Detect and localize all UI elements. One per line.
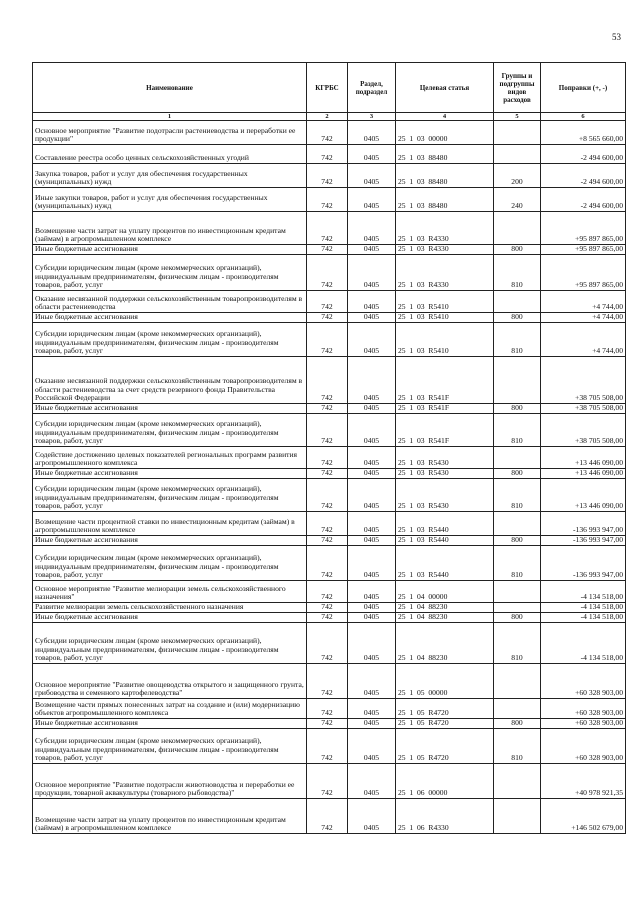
- row-expense-type: 810: [494, 729, 541, 764]
- row-name: Возмещение части затрат на уплату процентов по инвестиционным кредитам (займам) в агропромышленном комплексе: [33, 212, 307, 245]
- row-target-article: 25 1 03 R541F: [396, 414, 494, 447]
- row-razdel: 0405: [348, 212, 396, 245]
- row-target-article: 25 1 03 R4330: [396, 255, 494, 291]
- row-amendment-sum: +38 705 508,00: [541, 414, 626, 447]
- row-amendment-sum: -4 134 518,00: [541, 581, 626, 603]
- row-expense-type: [494, 145, 541, 164]
- row-kgrbs: 742: [307, 613, 348, 623]
- row-amendment-sum: +8 565 660,00: [541, 121, 626, 145]
- row-name: Оказание несвязанной поддержки сельскохозяйственным товаропроизводителям в области растениеводства: [33, 291, 307, 313]
- row-target-article: 25 1 06 00000: [396, 764, 494, 799]
- row-razdel: 0405: [348, 799, 396, 834]
- row-expense-type: 800: [494, 719, 541, 729]
- table-row: [33, 699, 626, 719]
- header-name: Наименование: [33, 63, 307, 113]
- row-name: Субсидии юридическим лицам (кроме некоммерческих организаций), индивидуальным предпринимателям, физическим лицам - производителям товаров, работ, услуг: [33, 729, 307, 764]
- row-target-article: 25 1 03 R5430: [396, 469, 494, 479]
- row-razdel: 0405: [348, 699, 396, 719]
- row-target-article: 25 1 05 00000: [396, 664, 494, 699]
- row-expense-type: 810: [494, 623, 541, 664]
- row-expense-type: 810: [494, 479, 541, 512]
- table-header: [33, 63, 626, 121]
- row-kgrbs: 742: [307, 145, 348, 164]
- row-amendment-sum: -4 134 518,00: [541, 603, 626, 613]
- row-amendment-sum: -2 494 600,00: [541, 145, 626, 164]
- row-kgrbs: 742: [307, 512, 348, 536]
- row-kgrbs: 742: [307, 357, 348, 404]
- row-razdel: 0405: [348, 357, 396, 404]
- table-row: [33, 613, 626, 623]
- row-razdel: 0405: [348, 188, 396, 212]
- row-target-article: 25 1 04 00000: [396, 581, 494, 603]
- row-razdel: 0405: [348, 613, 396, 623]
- row-amendment-sum: -136 993 947,00: [541, 546, 626, 581]
- col-number: 1: [33, 113, 307, 121]
- table-row: [33, 469, 626, 479]
- row-kgrbs: 742: [307, 699, 348, 719]
- row-amendment-sum: +60 328 903,00: [541, 664, 626, 699]
- row-amendment-sum: -136 993 947,00: [541, 536, 626, 546]
- row-amendment-sum: +95 897 865,00: [541, 255, 626, 291]
- row-expense-type: 810: [494, 255, 541, 291]
- row-kgrbs: 742: [307, 546, 348, 581]
- row-expense-type: [494, 447, 541, 469]
- table-row: [33, 764, 626, 799]
- row-amendment-sum: -2 494 600,00: [541, 188, 626, 212]
- row-razdel: 0405: [348, 313, 396, 323]
- row-razdel: 0405: [348, 603, 396, 613]
- row-razdel: 0405: [348, 291, 396, 313]
- row-name: Развитие мелиорации земель сельскохозяйственного назначения: [33, 603, 307, 613]
- row-name: Основное мероприятие "Развитие подотрасли животноводства и переработки ее продукции, товарной аквакультуры (товарного рыбоводства)": [33, 764, 307, 799]
- row-amendment-sum: -136 993 947,00: [541, 512, 626, 536]
- col-number: 4: [396, 113, 494, 121]
- row-razdel: 0405: [348, 469, 396, 479]
- row-expense-type: 800: [494, 404, 541, 414]
- row-name: Иные бюджетные ассигнования: [33, 719, 307, 729]
- row-razdel: 0405: [348, 546, 396, 581]
- col-number: 2: [307, 113, 348, 121]
- row-amendment-sum: +4 744,00: [541, 313, 626, 323]
- row-expense-type: 800: [494, 313, 541, 323]
- row-name: Возмещение части прямых понесенных затрат на создание и (или) модернизацию объектов агропромышленного комплекса: [33, 699, 307, 719]
- row-target-article: 25 1 04 88230: [396, 613, 494, 623]
- row-razdel: 0405: [348, 664, 396, 699]
- row-expense-type: [494, 212, 541, 245]
- row-name: Субсидии юридическим лицам (кроме некоммерческих организаций), индивидуальным предпринимателям, физическим лицам - производителям товаров, работ, услуг: [33, 479, 307, 512]
- row-name: Иные бюджетные ассигнования: [33, 469, 307, 479]
- row-target-article: 25 1 03 R5440: [396, 536, 494, 546]
- row-target-article: 25 1 03 R541F: [396, 357, 494, 404]
- row-expense-type: [494, 799, 541, 834]
- row-razdel: 0405: [348, 145, 396, 164]
- table-row: [33, 623, 626, 664]
- row-name: Субсидии юридическим лицам (кроме некоммерческих организаций), индивидуальным предпринимателям, физическим лицам - производителям товаров, работ, услуг: [33, 546, 307, 581]
- row-amendment-sum: +146 502 679,00: [541, 799, 626, 834]
- row-razdel: 0405: [348, 719, 396, 729]
- row-razdel: 0405: [348, 245, 396, 255]
- row-amendment-sum: +38 705 508,00: [541, 357, 626, 404]
- row-kgrbs: 742: [307, 188, 348, 212]
- row-kgrbs: 742: [307, 799, 348, 834]
- header-target: Целевая статья: [396, 63, 494, 113]
- row-expense-type: [494, 512, 541, 536]
- table-row: [33, 255, 626, 291]
- row-kgrbs: 742: [307, 729, 348, 764]
- table-row: [33, 313, 626, 323]
- row-razdel: 0405: [348, 323, 396, 357]
- row-expense-type: 800: [494, 613, 541, 623]
- row-amendment-sum: +95 897 865,00: [541, 212, 626, 245]
- row-kgrbs: 742: [307, 469, 348, 479]
- col-number: 6: [541, 113, 626, 121]
- row-kgrbs: 742: [307, 313, 348, 323]
- row-amendment-sum: -4 134 518,00: [541, 623, 626, 664]
- col-number: 5: [494, 113, 541, 121]
- header-razdel: Раздел, подраздел: [348, 63, 396, 113]
- table-row: [33, 164, 626, 188]
- row-target-article: 25 1 03 R5430: [396, 479, 494, 512]
- row-expense-type: [494, 603, 541, 613]
- row-name: Субсидии юридическим лицам (кроме некоммерческих организаций), индивидуальным предпринимателям, физическим лицам - производителям товаров, работ, услуг: [33, 414, 307, 447]
- col-number: 3: [348, 113, 396, 121]
- row-name: Иные бюджетные ассигнования: [33, 313, 307, 323]
- table-row: [33, 404, 626, 414]
- table-row: [33, 323, 626, 357]
- table-row: [33, 719, 626, 729]
- row-razdel: 0405: [348, 479, 396, 512]
- table-row: [33, 581, 626, 603]
- row-kgrbs: 742: [307, 664, 348, 699]
- table-row: [33, 188, 626, 212]
- row-expense-type: 800: [494, 245, 541, 255]
- budget-amendments-table: [32, 62, 626, 834]
- row-expense-type: [494, 699, 541, 719]
- header-kgrbs: КГРБС: [307, 63, 348, 113]
- row-target-article: 25 1 03 88480: [396, 145, 494, 164]
- table-row: [33, 536, 626, 546]
- row-target-article: 25 1 03 88480: [396, 188, 494, 212]
- table-row: [33, 447, 626, 469]
- row-target-article: 25 1 03 00000: [396, 121, 494, 145]
- row-kgrbs: 742: [307, 164, 348, 188]
- row-expense-type: [494, 291, 541, 313]
- row-expense-type: [494, 664, 541, 699]
- row-kgrbs: 742: [307, 414, 348, 447]
- row-amendment-sum: +60 328 903,00: [541, 719, 626, 729]
- row-kgrbs: 742: [307, 479, 348, 512]
- row-razdel: 0405: [348, 164, 396, 188]
- table-row: [33, 799, 626, 834]
- row-kgrbs: 742: [307, 764, 348, 799]
- row-expense-type: [494, 357, 541, 404]
- row-razdel: 0405: [348, 764, 396, 799]
- row-name: Иные бюджетные ассигнования: [33, 245, 307, 255]
- column-numbers-row: [33, 113, 626, 121]
- row-kgrbs: 742: [307, 245, 348, 255]
- row-target-article: 25 1 03 R5410: [396, 323, 494, 357]
- row-kgrbs: 742: [307, 212, 348, 245]
- table-row: [33, 357, 626, 404]
- row-name: Содействие достижению целевых показателей региональных программ развития агропромышленного комплекса: [33, 447, 307, 469]
- row-target-article: 25 1 03 R5430: [396, 447, 494, 469]
- row-amendment-sum: +60 328 903,00: [541, 699, 626, 719]
- row-kgrbs: 742: [307, 623, 348, 664]
- header-groups: Группы и подгруппы видов расходов: [494, 63, 541, 113]
- row-target-article: 25 1 03 R541F: [396, 404, 494, 414]
- row-amendment-sum: -2 494 600,00: [541, 164, 626, 188]
- header-amendments: Поправки (+, -): [541, 63, 626, 113]
- row-kgrbs: 742: [307, 719, 348, 729]
- table-row: [33, 603, 626, 613]
- row-name: Основное мероприятие "Развитие подотрасли растениеводства и переработки ее продукции": [33, 121, 307, 145]
- row-target-article: 25 1 03 R5410: [396, 291, 494, 313]
- row-kgrbs: 742: [307, 581, 348, 603]
- table-row: [33, 546, 626, 581]
- row-razdel: 0405: [348, 255, 396, 291]
- row-amendment-sum: +60 328 903,00: [541, 729, 626, 764]
- row-target-article: 25 1 03 88480: [396, 164, 494, 188]
- row-target-article: 25 1 05 R4720: [396, 729, 494, 764]
- row-kgrbs: 742: [307, 291, 348, 313]
- row-expense-type: 810: [494, 323, 541, 357]
- row-name: Субсидии юридическим лицам (кроме некоммерческих организаций), индивидуальным предпринимателям, физическим лицам - производителям товаров, работ, услуг: [33, 323, 307, 357]
- table-row: [33, 121, 626, 145]
- row-target-article: 25 1 04 88230: [396, 603, 494, 613]
- row-razdel: 0405: [348, 581, 396, 603]
- row-amendment-sum: +13 446 090,00: [541, 479, 626, 512]
- row-name: Возмещение части затрат на уплату процентов по инвестиционным кредитам (займам) в агропромышленном комплексе: [33, 799, 307, 834]
- row-name: Возмещение части процентной ставки по инвестиционным кредитам (займам) в агропромышленном комплексе: [33, 512, 307, 536]
- row-razdel: 0405: [348, 414, 396, 447]
- row-kgrbs: 742: [307, 255, 348, 291]
- row-razdel: 0405: [348, 121, 396, 145]
- row-razdel: 0405: [348, 447, 396, 469]
- row-razdel: 0405: [348, 729, 396, 764]
- row-name: Составление реестра особо ценных сельскохозяйственных угодий: [33, 145, 307, 164]
- row-expense-type: 800: [494, 469, 541, 479]
- row-amendment-sum: +13 446 090,00: [541, 469, 626, 479]
- row-name: Закупка товаров, работ и услуг для обеспечения государственных (муниципальных) нужд: [33, 164, 307, 188]
- row-target-article: 25 1 03 R5440: [396, 512, 494, 536]
- table-row: [33, 512, 626, 536]
- row-amendment-sum: +4 744,00: [541, 291, 626, 313]
- row-name: Иные бюджетные ассигнования: [33, 536, 307, 546]
- page-number: 53: [612, 32, 621, 42]
- row-kgrbs: 742: [307, 121, 348, 145]
- row-amendment-sum: -4 134 518,00: [541, 613, 626, 623]
- table-row: [33, 479, 626, 512]
- row-expense-type: 800: [494, 536, 541, 546]
- row-amendment-sum: +4 744,00: [541, 323, 626, 357]
- table-row: [33, 145, 626, 164]
- row-name: Оказание несвязанной поддержки сельскохозяйственным товаропроизводителям в области растениеводства за счет средств резервного фонда Правительства Российской Федерации: [33, 357, 307, 404]
- row-kgrbs: 742: [307, 404, 348, 414]
- table-row: [33, 729, 626, 764]
- row-razdel: 0405: [348, 536, 396, 546]
- row-name: Иные бюджетные ассигнования: [33, 613, 307, 623]
- row-target-article: 25 1 03 R4330: [396, 245, 494, 255]
- row-expense-type: 200: [494, 164, 541, 188]
- table-row: [33, 664, 626, 699]
- row-kgrbs: 742: [307, 536, 348, 546]
- row-razdel: 0405: [348, 512, 396, 536]
- row-kgrbs: 742: [307, 447, 348, 469]
- row-razdel: 0405: [348, 623, 396, 664]
- row-name: Иные закупки товаров, работ и услуг для обеспечения государственных (муниципальных) нужд: [33, 188, 307, 212]
- row-expense-type: 810: [494, 546, 541, 581]
- row-name: Основное мероприятие "Развитие овощеводства открытого и защищенного грунта, грибоводства и семенного картофелеводства": [33, 664, 307, 699]
- row-target-article: 25 1 06 R4330: [396, 799, 494, 834]
- table-row: [33, 414, 626, 447]
- row-expense-type: [494, 581, 541, 603]
- row-kgrbs: 742: [307, 323, 348, 357]
- row-expense-type: [494, 764, 541, 799]
- row-amendment-sum: +38 705 508,00: [541, 404, 626, 414]
- row-amendment-sum: +13 446 090,00: [541, 447, 626, 469]
- row-target-article: 25 1 03 R4330: [396, 212, 494, 245]
- row-expense-type: 240: [494, 188, 541, 212]
- row-expense-type: 810: [494, 414, 541, 447]
- row-target-article: 25 1 05 R4720: [396, 719, 494, 729]
- row-kgrbs: 742: [307, 603, 348, 613]
- row-amendment-sum: +40 978 921,35: [541, 764, 626, 799]
- row-name: Субсидии юридическим лицам (кроме некоммерческих организаций), индивидуальным предпринимателям, физическим лицам - производителям товаров, работ, услуг: [33, 623, 307, 664]
- row-target-article: 25 1 05 R4720: [396, 699, 494, 719]
- row-expense-type: [494, 121, 541, 145]
- table-row: [33, 212, 626, 245]
- table-body: [33, 121, 626, 834]
- row-name: Субсидии юридическим лицам (кроме некоммерческих организаций), индивидуальным предпринимателям, физическим лицам - производителям товаров, работ, услуг: [33, 255, 307, 291]
- table-row: [33, 291, 626, 313]
- table-row: [33, 245, 626, 255]
- row-amendment-sum: +95 897 865,00: [541, 245, 626, 255]
- row-name: Основное мероприятие "Развитие мелиорации земель сельскохозяйственного назначения": [33, 581, 307, 603]
- row-razdel: 0405: [348, 404, 396, 414]
- row-target-article: 25 1 04 88230: [396, 623, 494, 664]
- row-name: Иные бюджетные ассигнования: [33, 404, 307, 414]
- row-target-article: 25 1 03 R5410: [396, 313, 494, 323]
- row-target-article: 25 1 03 R5440: [396, 546, 494, 581]
